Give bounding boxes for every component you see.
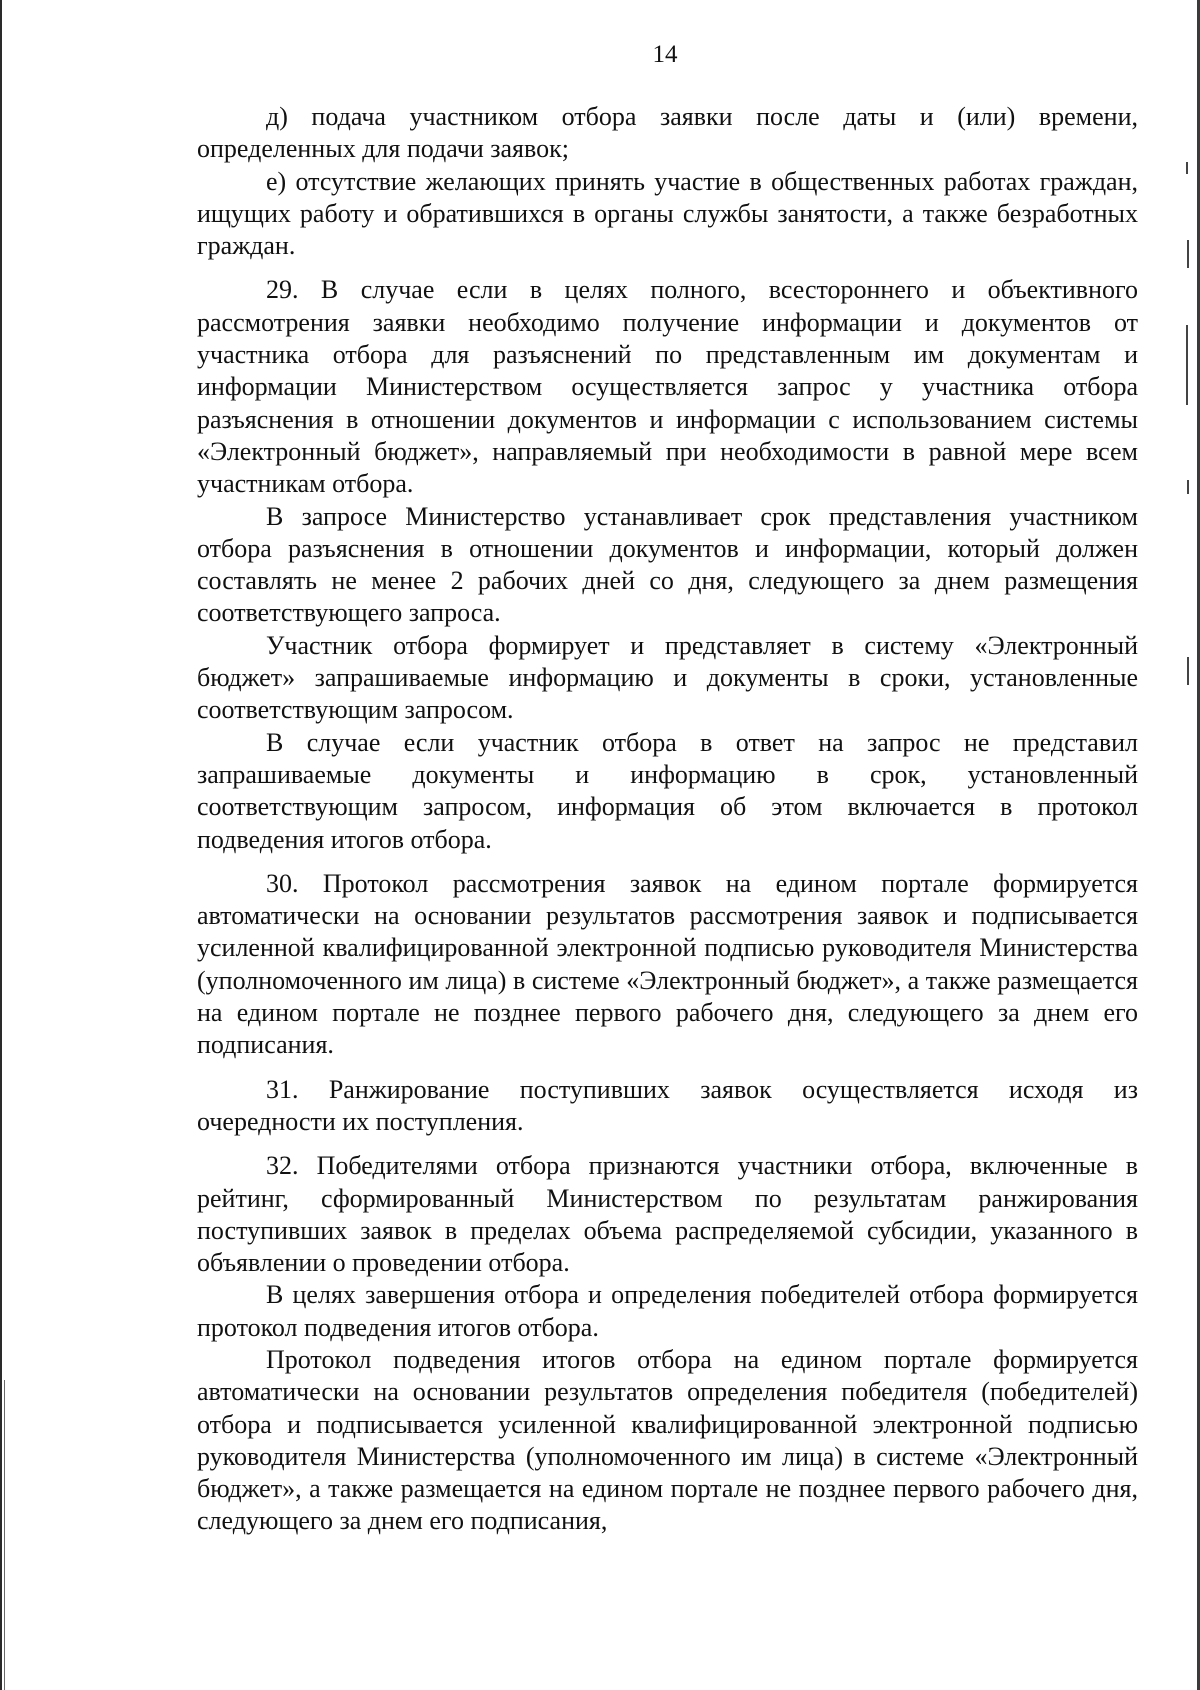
paragraph: 31. Ранжирование поступивших заявок осуществляется исходя из очередности их поступления.	[197, 1074, 1138, 1136]
paragraph: В целях завершения отбора и определения победителей отбора формируется протокол подведения итогов отбора.	[197, 1280, 1138, 1342]
paragraph: д) подача участником отбора заявки после даты и (или) времени, определенных для подачи заявок;	[197, 102, 1138, 164]
scan-edge-left-inner	[4, 1380, 5, 1690]
scan-mark	[1187, 240, 1189, 268]
paragraph: В случае если участник отбора в ответ на запрос не представил запрашиваемые документы и информацию в срок, установленный соответствующим запросом, информация об этом включается в протокол подведения итогов отбора.	[197, 727, 1138, 854]
paragraph: 32. Победителями отбора признаются участники отбора, включенные в рейтинг, сформированный Министерством по результатам ранжирования поступивших заявок в пределах объема распределяемой субсидии, указанного в объявлении о проведении отбора.	[197, 1151, 1138, 1278]
paragraph: 30. Протокол рассмотрения заявок на едином портале формируется автоматически на основании результатов рассмотрения заявок и подписывается усиленной квалифицированной электронной подписью руководителя Министерства (уполномоченного им лица) в системе «Электронный бюджет», а также размещается на едином портале не позднее первого рабочего дня, следующего за днем его подписания.	[197, 868, 1138, 1060]
paragraph: Участник отбора формирует и представляет в систему «Электронный бюджет» запрашиваемые информацию и документы в сроки, установленные соответствующим запросом.	[197, 630, 1138, 725]
scan-mark	[1186, 325, 1188, 405]
document-body	[197, 101, 1138, 1538]
paragraph: е) отсутствие желающих принять участие в общественных работах граждан, ищущих работу и обратившихся в органы службы занятости, а также безработных граждан.	[197, 166, 1138, 261]
scan-mark	[1187, 657, 1189, 685]
page-number: 14	[652, 41, 678, 68]
paragraph: В запросе Министерство устанавливает срок представления участником отбора разъяснения в отношении документов и информации, который должен составлять не менее 2 рабочих дней со дня, следующего за днем размещения соответствующего запроса.	[197, 501, 1138, 628]
paragraph: 29. В случае если в целях полного, всестороннего и объективного рассмотрения заявки необходимо получение информации и документов от участника отбора для разъяснений по представленным им документам и информации Министерством осуществляется запрос у участника отбора разъяснения в отношении документов и информации с использованием системы «Электронный бюджет», направляемый при необходимости в равной мере всем участникам отбора.	[197, 275, 1138, 499]
paragraph: Протокол подведения итогов отбора на едином портале формируется автоматически на основании результатов определения победителя (победителей) отбора и подписывается усиленной квалифицированной электронной подписью руководителя Министерства (уполномоченного им лица) в системе «Электронный бюджет», а также размещается на едином портале не позднее первого рабочего дня, следующего за днем его подписания,	[197, 1344, 1138, 1536]
scan-mark	[1187, 480, 1189, 494]
scan-edge-left	[0, 0, 2, 1690]
scan-mark	[1186, 162, 1188, 174]
